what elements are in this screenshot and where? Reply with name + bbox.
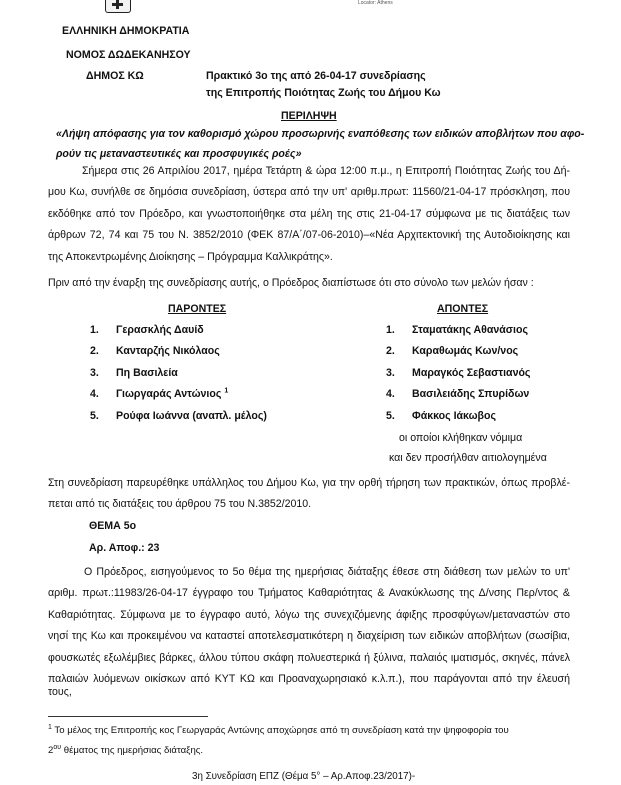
footnote-ref: 1 bbox=[224, 387, 229, 395]
quorum-sentence: Πριν από την έναρξη της συνεδρίασης αυτής, ο Πρόεδρος διαπίστωσε ότι στο σύνολο των μελών ήσαν : bbox=[48, 277, 534, 289]
absent-member: 3. Μαραγκός Σεβαστιανός bbox=[386, 366, 531, 379]
header-municipality: ΔΗΜΟΣ ΚΩ bbox=[86, 70, 144, 82]
absent-member: 2. Καραθωμάς Κων/νος bbox=[386, 345, 519, 358]
coat-of-arms-icon bbox=[105, 0, 131, 13]
intro-line: μου Κω, συνήλθε σε δημόσια συνεδρίαση, ύστερα από την υπ' αριθμ.πρωτ: 11560/21-04-17 πρόσκληση, που bbox=[48, 186, 570, 199]
header-prefecture: ΝΟΜΟΣ ΔΩΔΕΚΑΝΗΣΟΥ bbox=[66, 49, 191, 61]
topic-heading: ΘΕΜΑ 5ο bbox=[89, 520, 137, 532]
absent-note-line1: οι οποίοι κλήθηκαν νόμιμα bbox=[399, 432, 523, 444]
body-line: νησί της Κω και προκειμένου να καταστεί αποτελεσματικότερη η διαχείριση των ειδικών αποβλήτων (σωσίβια, bbox=[48, 630, 570, 643]
intro-line: άρθρων 72, 74 και 75 του Ν. 3852/2010 (ΦΕΚ 87/Α΄/07-06-2010)–«Νέα Αρχιτεκτονική της Αυτοδιοίκησης και bbox=[48, 229, 570, 242]
body-paragraph bbox=[48, 566, 570, 699]
absent-member: 4. Βασιλειάδης Σπυρίδων bbox=[386, 388, 530, 401]
present-list bbox=[90, 324, 267, 431]
stamp-text: Locator: Athens bbox=[358, 0, 393, 6]
header-republic: ΕΛΛΗΝΙΚΗ ΔΗΜΟΚΡΑΤΙΑ bbox=[62, 25, 190, 37]
decision-number: Αρ. Αποφ.: 23 bbox=[89, 542, 160, 554]
intro-line: Σήμερα στις 26 Απριλίου 2017, ημέρα Τετάρτη & ώρα 12:00 π.μ., η Επιτροπή Ποιότητας Ζωής του Δή- bbox=[82, 165, 570, 177]
footnote-line1: $^1$ Το μέλος της Επιτροπής κος Γεωργαράς Αντώνης αποχώρησε από τη συνεδρίαση κατά την ψηφοφορία του bbox=[48, 723, 509, 736]
body-line: παλαιών λυόμενων οικίσκων από ΚΥΤ ΚΩ και Προαναχωρησιακό κ.λ.π.), που παράγονται από την έλευσή τους, bbox=[48, 672, 570, 699]
minutes-title-line1: Πρακτικό 3ο της από 26-04-17 συνεδρίασης bbox=[206, 70, 426, 82]
clerk-line: πεται από τις διατάξεις του άρθρου 75 του Ν.3852/2010. bbox=[48, 498, 312, 511]
clerk-paragraph bbox=[48, 477, 570, 520]
present-member: 2. Κανταρζής Νικόλαος bbox=[90, 345, 220, 358]
present-member: 3. Πη Βασιλεία bbox=[90, 366, 178, 379]
absent-member: 5. Φάκκος Ιάκωβος bbox=[386, 409, 496, 422]
body-line: Ο Πρόεδρος, εισηγούμενος το 5ο θέμα της ημερήσιας διάταξης έθεσε στη διάθεση των μελών το υπ' bbox=[84, 566, 570, 578]
intro-line: της Αποκεντρωμένης Διοίκησης – Πρόγραμμα Καλλικράτης». bbox=[48, 250, 333, 263]
footnote-divider bbox=[48, 716, 208, 717]
body-line: φουσκωτές εξωλέμβιες βάρκες, άλλου τύπου σκάφη πολυεστερικά ή ξύλινα, παλαιός ιματισμός, σκηνές, πάνελ bbox=[48, 651, 570, 664]
body-line: αριθμ. πρωτ.:11983/26-04-17 έγγραφο του Τμήματος Καθαριότητας & Ανακύκλωσης της Δ/νσης Περ/ντος & bbox=[48, 587, 570, 600]
subject-line2: ρούν τις μεταναστευτικές και προσφυγικές ροές» bbox=[56, 148, 302, 160]
page-footer: 3η Συνεδρίαση ΕΠΖ (Θέμα 5° – Αρ.Αποφ.23/2017)- bbox=[192, 771, 416, 782]
absent-member: 1. Σταματάκης Αθανάσιος bbox=[386, 324, 528, 336]
absent-list bbox=[386, 324, 530, 431]
present-member: 1. Γερασκλής Δαυίδ bbox=[90, 324, 204, 336]
present-member: 4. Γιωργαράς Αντώνιος $^1$ bbox=[90, 387, 229, 401]
body-line: Καθαριότητας. Σύμφωνα με το έγγραφο αυτό, λόγω της συνεχιζόμενης άφιξης προσφύγων/μεταναστών στο bbox=[48, 608, 570, 621]
subject-line1: «Λήψη απόφασης για τον καθορισμό χώρου προσωρινής εναπόθεσης των ειδικών αποβλήτων που αφο- bbox=[56, 128, 585, 140]
intro-paragraph bbox=[48, 165, 570, 272]
present-member: 5. Ρούφα Ιωάννα (αναπλ. μέλος) bbox=[90, 409, 267, 422]
absent-note-line2: και δεν προσήλθαν αιτιολογημένα bbox=[389, 452, 547, 464]
present-title: ΠΑΡΟΝΤΕΣ bbox=[168, 303, 227, 315]
footnote-line2: $2^{o\upsilon}$ θέματος της ημερήσιας διάταξης. bbox=[48, 743, 204, 756]
intro-line: εκδόθηκε από τον Πρόεδρο, και γνωστοποιήθηκε στα μέλη της στις 21-04-17 σύμφωνα με τις διατάξεις των bbox=[48, 207, 570, 220]
absent-title: ΑΠΟΝΤΕΣ bbox=[437, 303, 489, 315]
summary-title: ΠΕΡΙΛΗΨΗ bbox=[281, 110, 337, 122]
clerk-line: Στη συνεδρίαση παρευρέθηκε υπάλληλος του Δήμου Κω, για την ορθή τήρηση των πρακτικών, όπως προβλέ- bbox=[48, 477, 570, 489]
minutes-title-line2: της Επιτροπής Ποιότητας Ζωής του Δήμου Κω bbox=[206, 87, 441, 99]
